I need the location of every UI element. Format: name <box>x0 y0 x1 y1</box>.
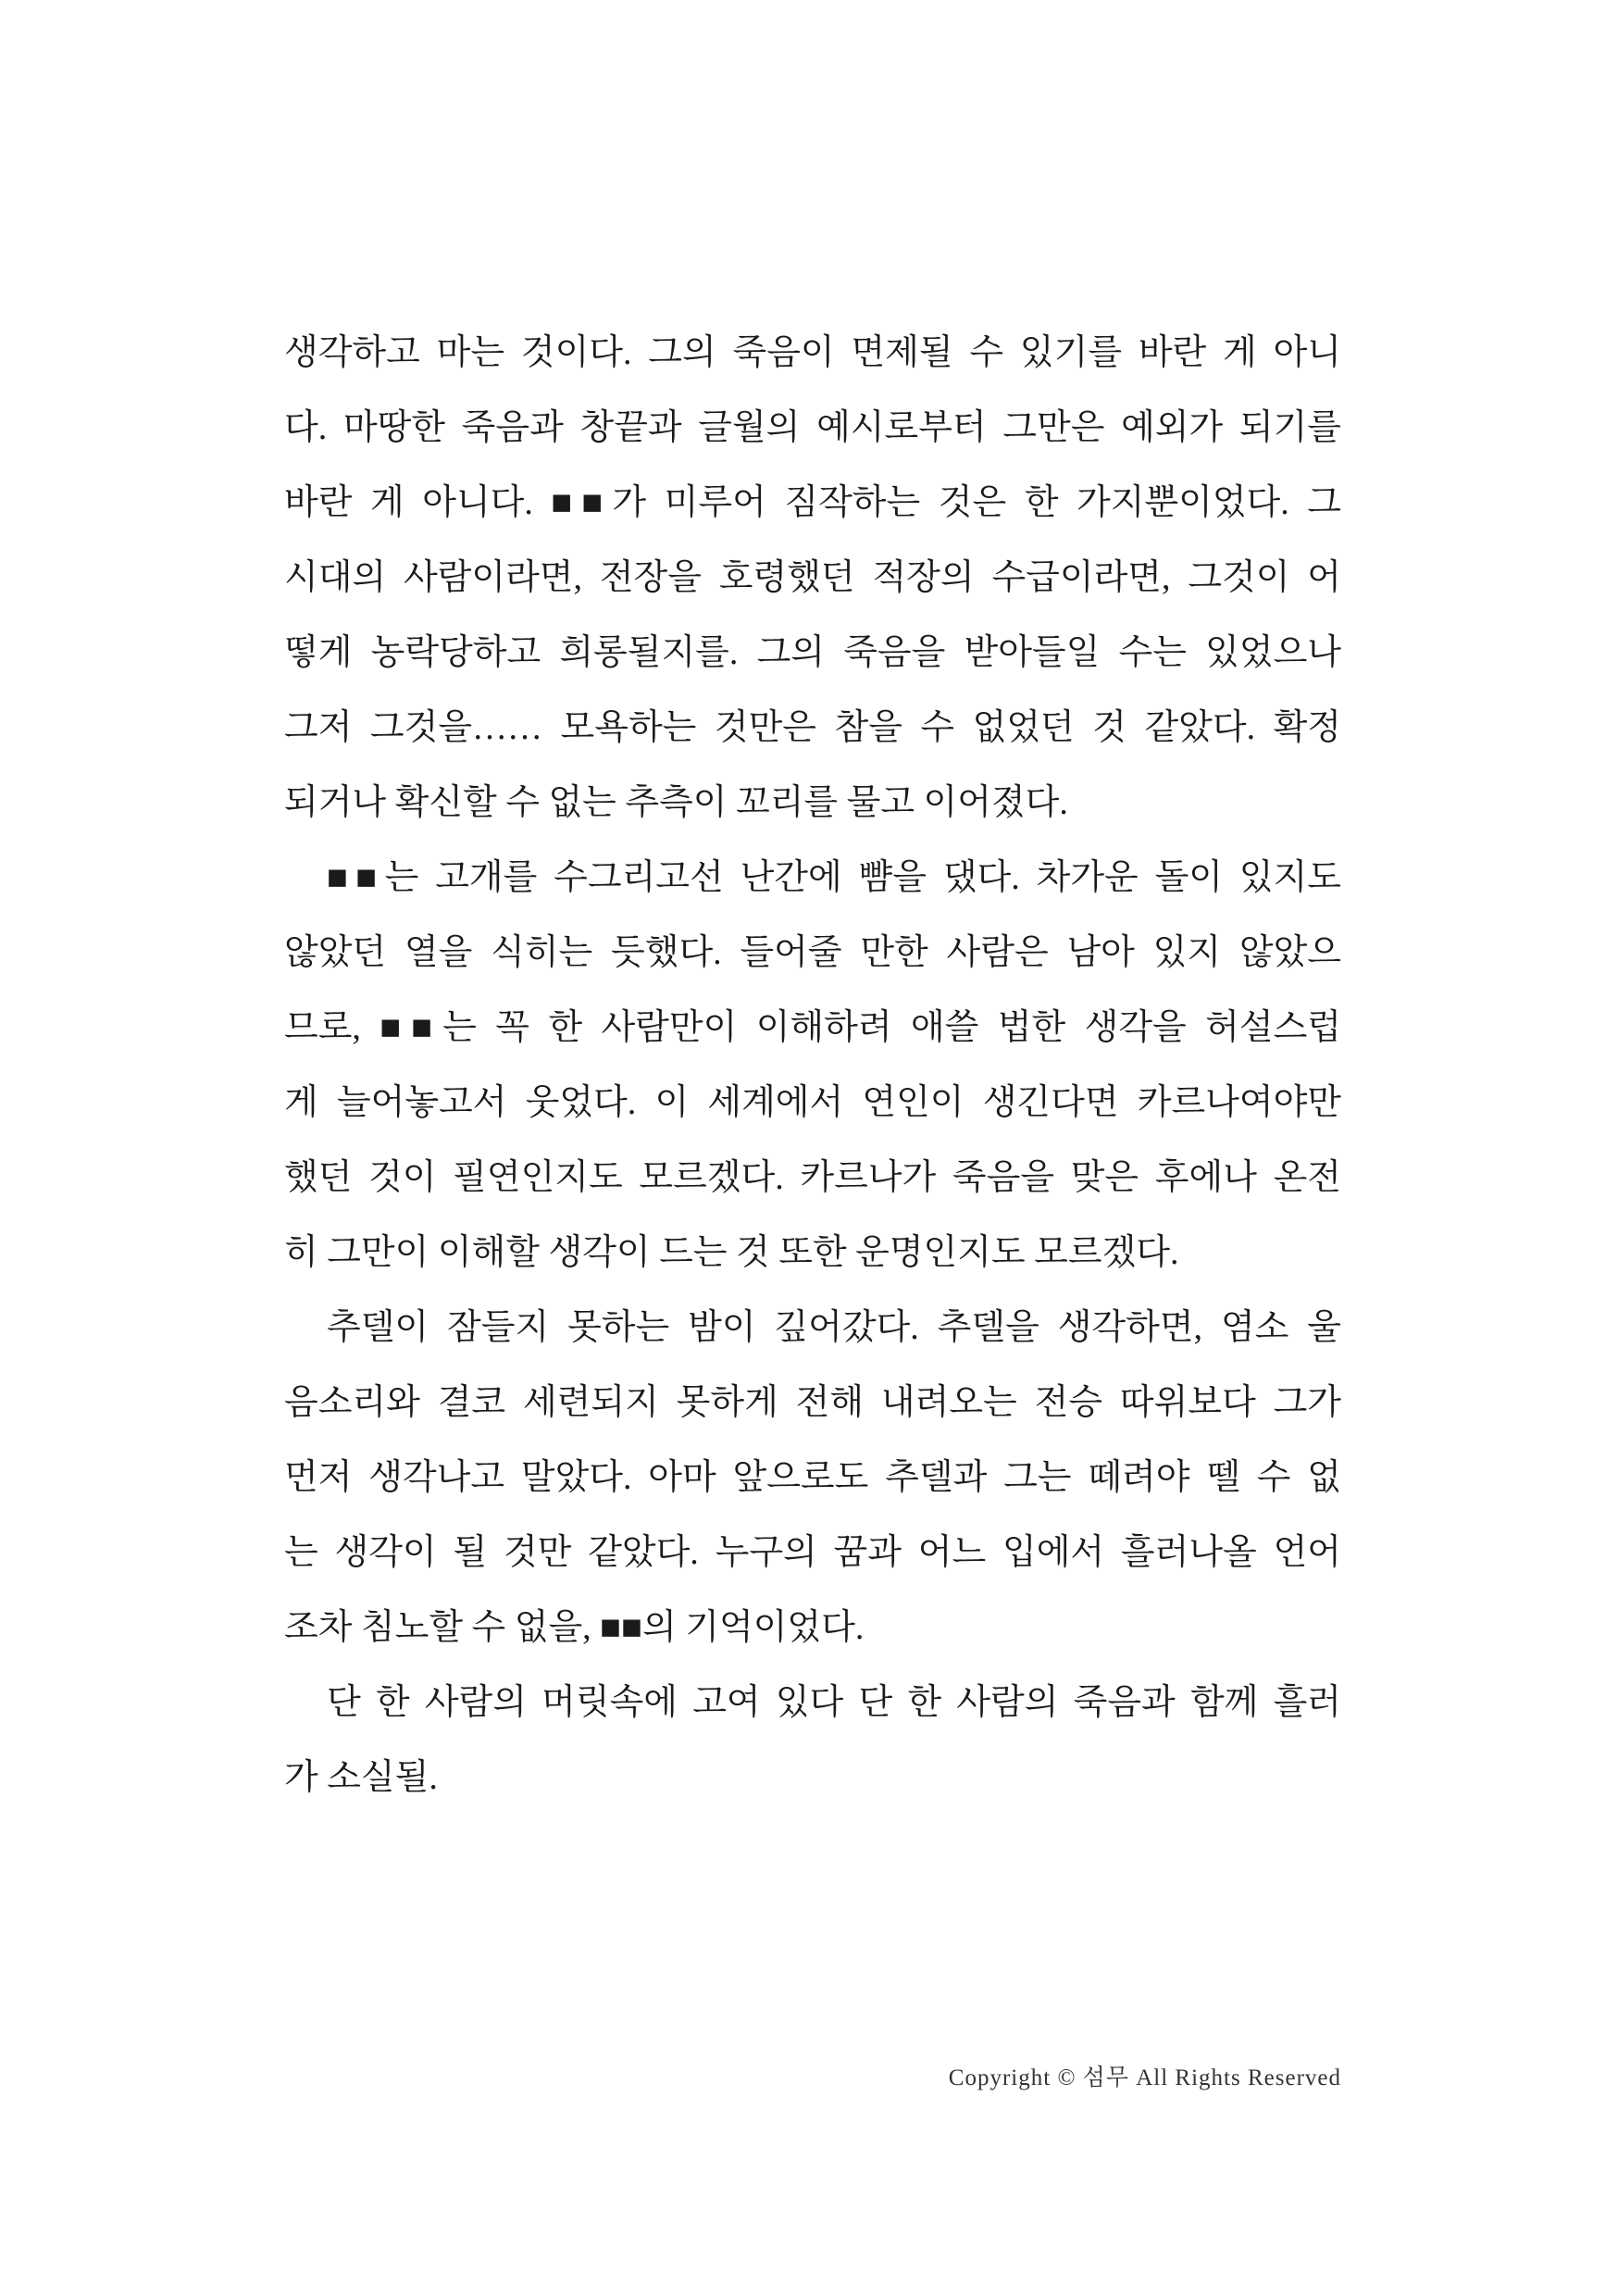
text-line: 므로, ■■는 꼭 한 사람만이 이해하려 애쓸 법한 생각을 허설스럽 <box>284 1008 1341 1047</box>
text-line: 그저 그것을…… 모욕하는 것만은 참을 수 없었던 것 같았다. 확정 <box>284 708 1341 747</box>
text-line: 는 생각이 될 것만 같았다. 누구의 꿈과 어느 입에서 흘러나올 언어 <box>284 1533 1341 1572</box>
paragraph <box>284 1666 1341 1816</box>
text-line: 먼저 생각나고 말았다. 아마 앞으로도 추델과 그는 떼려야 뗄 수 없 <box>284 1458 1341 1497</box>
text-line: 단 한 사람의 머릿속에 고여 있다 단 한 사람의 죽음과 함께 흘러 <box>327 1683 1341 1722</box>
text-line: 시대의 사람이라면, 전장을 호령했던 적장의 수급이라면, 그것이 어 <box>284 558 1341 597</box>
text-line: 했던 것이 필연인지도 모르겠다. 카르나가 죽음을 맞은 후에나 온전 <box>284 1158 1341 1197</box>
paragraph <box>284 1291 1341 1666</box>
text-line: 추델이 잠들지 못하는 밤이 깊어갔다. 추델을 생각하면, 염소 울 <box>327 1308 1341 1347</box>
text-line: 조차 침노할 수 없을, ■■의 기억이었다. <box>284 1608 865 1647</box>
text-line: 게 늘어놓고서 웃었다. 이 세계에서 연인이 생긴다면 카르나여야만 <box>284 1083 1341 1122</box>
paragraph <box>284 841 1341 1291</box>
text-line: 다. 마땅한 죽음과 창끝과 글월의 예시로부터 그만은 예외가 되기를 <box>284 408 1341 447</box>
text-line: 가 소실될. <box>284 1758 438 1797</box>
copyright-notice: Copyright © 섬무 All Rights Reserved <box>948 2065 1341 2090</box>
text-line: 되거나 확신할 수 없는 추측이 꼬리를 물고 이어졌다. <box>284 783 1068 822</box>
body-text <box>284 316 1341 1816</box>
paragraph <box>284 316 1341 841</box>
text-line: 않았던 열을 식히는 듯했다. 들어줄 만한 사람은 남아 있지 않았으 <box>284 933 1341 972</box>
text-line: 생각하고 마는 것이다. 그의 죽음이 면제될 수 있기를 바란 게 아니 <box>284 333 1341 372</box>
text-line: 음소리와 결코 세련되지 못하게 전해 내려오는 전승 따위보다 그가 <box>284 1383 1341 1422</box>
text-line: ■■는 고개를 수그리고선 난간에 뺨을 댔다. 차가운 돌이 있지도 <box>327 858 1341 897</box>
text-line: 떻게 농락당하고 희롱될지를. 그의 죽음을 받아들일 수는 있었으나 <box>284 633 1341 672</box>
text-line: 히 그만이 이해할 생각이 드는 것 또한 운명인지도 모르겠다. <box>284 1233 1179 1272</box>
text-line: 바란 게 아니다. ■■가 미루어 짐작하는 것은 한 가지뿐이었다. 그 <box>284 483 1341 522</box>
